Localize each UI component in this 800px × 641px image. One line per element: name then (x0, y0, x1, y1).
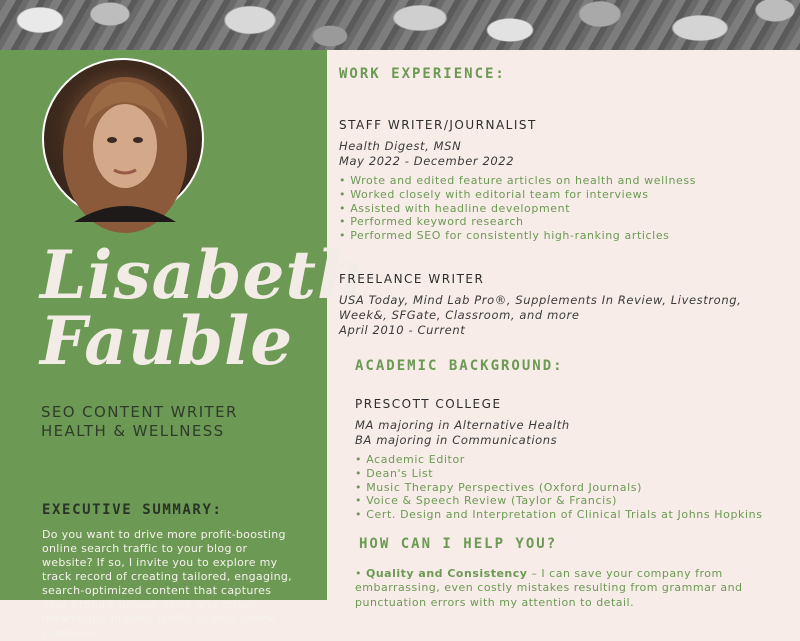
school-name: PRESCOTT COLLEGE (355, 397, 502, 411)
how-can-i-help-heading: HOW CAN I HELP YOU? (359, 536, 558, 552)
header-banner-image (0, 0, 800, 50)
name-first: Lisabeth (40, 236, 367, 314)
degree-line: BA majoring in Communications (355, 433, 558, 448)
degree-info (355, 418, 570, 448)
academic-bullets (355, 453, 763, 522)
job-employer: USA Today, Mind Lab Pro®, Supplements In Review, Livestrong, (339, 293, 742, 307)
list-item: • Dean's List (355, 467, 763, 481)
list-item: • Wrote and edited feature articles on health and wellness (339, 174, 696, 188)
work-experience-heading: WORK EXPERIENCE: (339, 66, 506, 82)
job-meta (339, 293, 759, 339)
main-content (327, 50, 800, 609)
list-item: • Assisted with headline development (339, 202, 696, 216)
job-title: STAFF WRITER/JOURNALIST (339, 118, 537, 132)
role-title-line-2: HEALTH & WELLNESS (41, 422, 225, 440)
name-last: Fauble (40, 302, 294, 380)
job-meta (339, 139, 514, 169)
role-title-line-1: SEO CONTENT WRITER (41, 403, 238, 421)
job-title: FREELANCE WRITER (339, 272, 485, 286)
job-dates: May 2022 - December 2022 (339, 154, 515, 169)
list-item: • Voice & Speech Review (Taylor & Francis) (355, 494, 763, 508)
bullet-glyph: • (355, 567, 366, 580)
list-item: • Music Therapy Perspectives (Oxford Journals) (355, 481, 763, 495)
job-bullets (339, 174, 696, 243)
degree-line: MA majoring in Alternative Health (355, 418, 570, 432)
list-item: • Worked closely with editorial team for interviews (339, 188, 696, 202)
job-dates: April 2010 - Current (339, 323, 466, 338)
executive-summary-text: Do you want to drive more profit-boosting online search traffic to your blog or website? If so, I invite you to explore my track record of creating tailored, engaging, search-optimized content that captures your brand's unique voice and drives meaningful organic traffic to your online platforms. (42, 528, 292, 640)
job-employer: Health Digest, MSN (339, 139, 462, 153)
list-item: • Academic Editor (355, 453, 763, 467)
job-employer: Week&, SFGate, Classroom, and more (339, 308, 580, 323)
list-item: • Cert. Design and Interpretation of Clinical Trials at Johns Hopkins (355, 508, 763, 522)
portrait-photo (44, 60, 206, 222)
academic-background-heading: ACADEMIC BACKGROUND: (355, 358, 564, 374)
avatar (42, 58, 204, 220)
executive-summary-heading: EXECUTIVE SUMMARY: (42, 502, 223, 518)
help-item (355, 567, 765, 610)
help-item-title: Quality and Consistency (366, 567, 528, 580)
help-item-text: – I can save your company from embarrassing, even costly mistakes resulting from grammar and punctuation errors with my attention to detail. (355, 567, 743, 609)
list-item: • Performed keyword research (339, 215, 696, 229)
sidebar (0, 50, 367, 640)
list-item: • Performed SEO for consistently high-ranking articles (339, 229, 696, 243)
